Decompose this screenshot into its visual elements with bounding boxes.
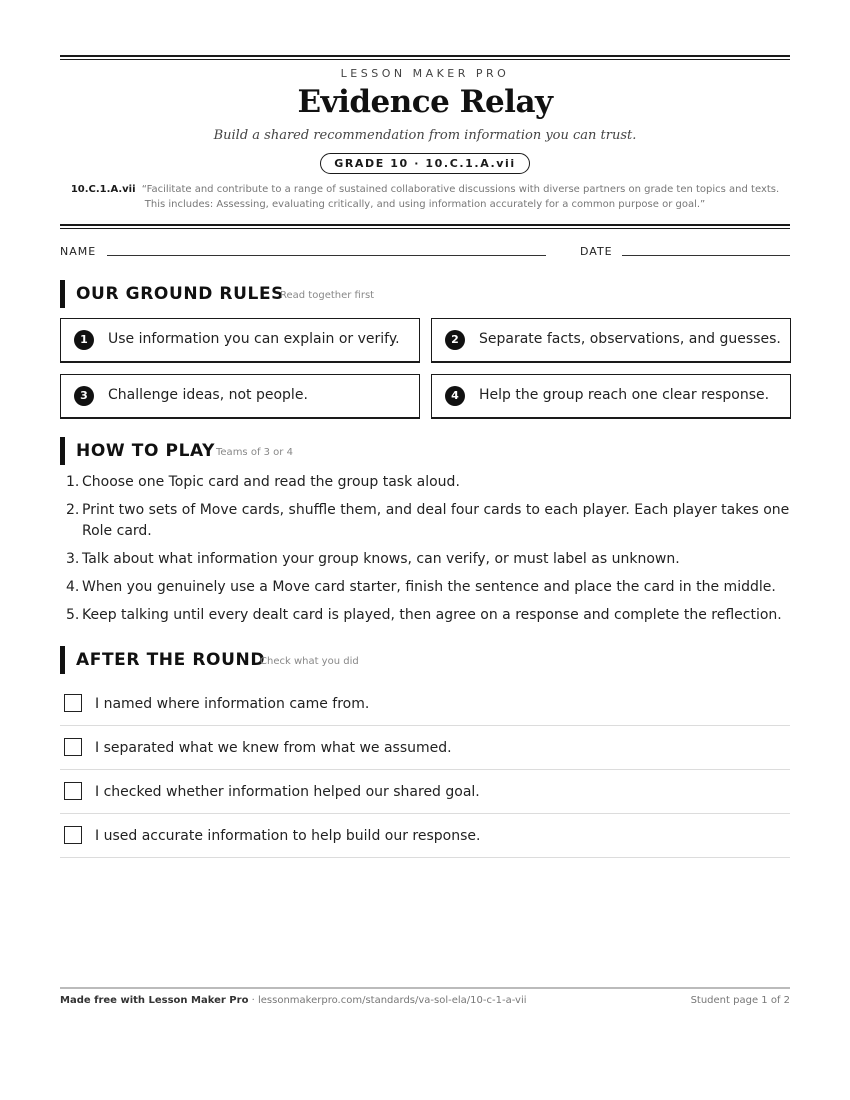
footer-rule <box>60 987 790 989</box>
checkbox[interactable] <box>64 694 82 712</box>
reflection-checklist <box>60 682 790 858</box>
ground-rules-note: Read together first <box>280 290 375 301</box>
step-number: 4. <box>66 579 80 595</box>
step-text: Choose one Topic card and read the group task aloud. <box>82 474 460 490</box>
rule-text: Help the group reach one clear response. <box>479 387 770 403</box>
worksheet-page <box>60 0 790 1100</box>
step-number: 2. <box>66 502 80 518</box>
rule-number-badge: 1 <box>74 330 94 350</box>
rule-number-badge: 4 <box>445 386 465 406</box>
section-accent-bar <box>60 437 65 465</box>
date-label: DATE <box>580 245 613 258</box>
standard-text: “Facilitate and contribute to a range of sustained collaborative discussions with diverse partners on grade ten topics and texts. This includes: Assessing, evaluating critically, and using information accurately for a common purpose or goal.” <box>141 184 780 210</box>
footer-brand: Made free with Lesson Maker Pro <box>60 995 249 1006</box>
name-label: NAME <box>60 245 97 258</box>
checkbox[interactable] <box>64 782 82 800</box>
after-round-note: Check what you did <box>260 656 359 667</box>
how-to-play-title: HOW TO PLAY <box>76 441 216 461</box>
name-field[interactable] <box>107 255 546 256</box>
how-to-play-heading <box>60 437 790 465</box>
step-item <box>60 472 790 493</box>
checklist-text: I used accurate information to help build our response. <box>95 828 481 844</box>
date-field[interactable] <box>622 255 790 256</box>
page-number: Student page 1 of 2 <box>690 995 790 1006</box>
step-item <box>60 549 790 570</box>
student-info-row <box>60 244 790 260</box>
header-top-rule <box>60 55 790 60</box>
checkbox[interactable] <box>64 738 82 756</box>
ground-rule-card <box>60 318 420 363</box>
footer-separator: · <box>248 995 258 1006</box>
checklist-item <box>60 726 790 770</box>
checklist-text: I checked whether information helped our shared goal. <box>95 784 480 800</box>
ground-rule-card <box>431 374 791 419</box>
step-text: Keep talking until every dealt card is played, then agree on a response and complete the reflection. <box>82 607 782 623</box>
step-item <box>60 605 790 626</box>
rule-number-badge: 2 <box>445 330 465 350</box>
section-accent-bar <box>60 280 65 308</box>
checklist-text: I separated what we knew from what we assumed. <box>95 740 452 756</box>
ground-rules-heading <box>60 280 790 308</box>
rule-text: Separate facts, observations, and guesses. <box>479 331 781 347</box>
step-number: 5. <box>66 607 80 623</box>
step-number: 1. <box>66 474 80 490</box>
footer-credit <box>60 995 527 1006</box>
how-to-play-steps <box>60 472 790 633</box>
checklist-item <box>60 770 790 814</box>
step-number: 3. <box>66 551 80 567</box>
after-round-heading <box>60 646 790 674</box>
page-subtitle: Build a shared recommendation from information you can trust. <box>213 128 637 143</box>
step-item <box>60 500 790 542</box>
ground-rule-card <box>60 374 420 419</box>
ground-rules-title: OUR GROUND RULES <box>76 284 285 304</box>
grade-badge: GRADE 10 · 10.C.1.A.vii <box>320 153 530 174</box>
grade-badge-wrap <box>60 152 790 174</box>
step-text: When you genuinely use a Move card starter, finish the sentence and place the card in the middle. <box>82 579 776 595</box>
standard-code: 10.C.1.A.vii <box>70 184 136 195</box>
rule-text: Use information you can explain or verify. <box>108 331 400 347</box>
checklist-item <box>60 682 790 726</box>
checkbox[interactable] <box>64 826 82 844</box>
rule-text: Challenge ideas, not people. <box>108 387 308 403</box>
how-to-play-note: Teams of 3 or 4 <box>216 447 293 458</box>
footer-url[interactable]: lessonmakerpro.com/standards/va-sol-ela/10-c-1-a-vii <box>257 995 527 1006</box>
after-round-title: AFTER THE ROUND <box>76 650 266 670</box>
ground-rule-card <box>431 318 791 363</box>
step-item <box>60 577 790 598</box>
rule-number-badge: 3 <box>74 386 94 406</box>
page-title: Evidence Relay <box>297 84 553 120</box>
brand-name: LESSON MAKER PRO <box>340 67 510 80</box>
footer <box>60 995 790 1009</box>
standard-description <box>60 182 790 212</box>
section-accent-bar <box>60 646 65 674</box>
header-bottom-rule <box>60 224 790 229</box>
checklist-text: I named where information came from. <box>95 696 370 712</box>
checklist-item <box>60 814 790 858</box>
step-text: Print two sets of Move cards, shuffle them, and deal four cards to each player. Each player takes one Role card. <box>82 502 790 539</box>
step-text: Talk about what information your group knows, can verify, or must label as unknown. <box>82 551 680 567</box>
